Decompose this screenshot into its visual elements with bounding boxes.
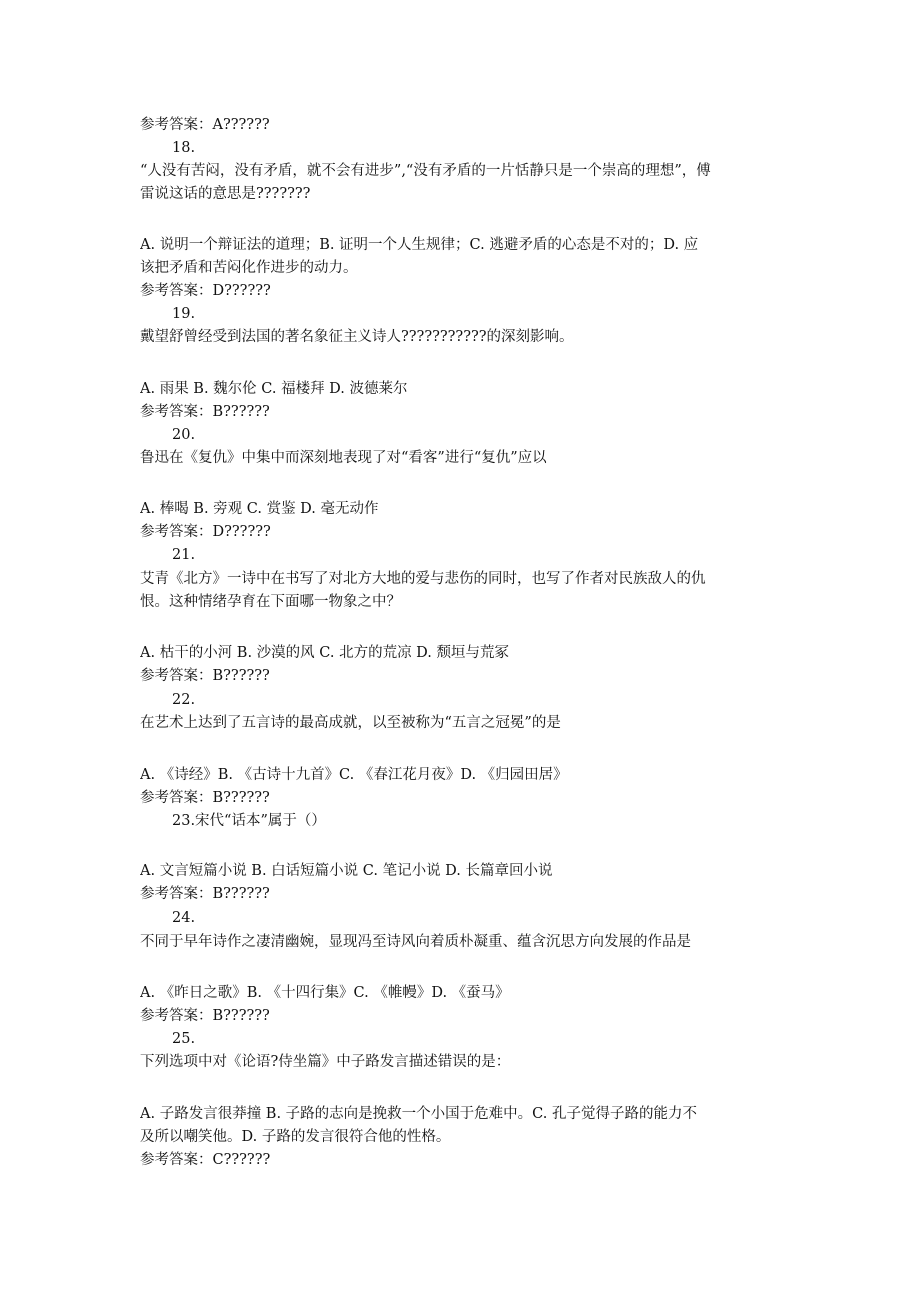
question-text: 戴望舒曾经受到法国的著名象征主义诗人???????????的深刻影响。 (140, 329, 574, 345)
question-number: 25. (172, 1031, 196, 1047)
answer-key: 参考答案：C?????? (140, 1152, 271, 1168)
question-text: 艾青《北方》一诗中在书写了对北方大地的爱与悲伤的同时，也写了作者对民族敌人的仇 (140, 571, 706, 587)
question-number: 20. (172, 427, 196, 443)
question-text: 23.宋代“话本”属于（） (172, 813, 326, 829)
answer-key: 参考答案：D?????? (140, 283, 271, 299)
options-text: A. 枯干的小河 B. 沙漠的风 C. 北方的荒凉 D. 颓垣与荒冢 (140, 645, 510, 661)
options-text: 及所以嘲笑他。D. 子路的发言很符合他的性格。 (140, 1129, 451, 1145)
question-number: 19. (172, 306, 196, 322)
question-text: “人没有苦闷，没有矛盾，就不会有进步”,“没有矛盾的一片恬静只是一个崇高的理想”，傅 (140, 163, 711, 179)
question-text: 下列选项中对《论语?侍坐篇》中子路发言描述错误的是： (140, 1054, 511, 1070)
question-text: 恨。这种情绪孕育在下面哪一物象之中？ (140, 594, 401, 610)
answer-key: 参考答案：D?????? (140, 524, 271, 540)
options-text: A. 雨果 B. 魏尔伦 C. 福楼拜 D. 波德莱尔 (140, 381, 408, 397)
answer-key: 参考答案：A?????? (140, 117, 270, 133)
question-number: 22. (172, 692, 196, 708)
options-text: A. 说明一个辩证法的道理；B. 证明一个人生规律；C. 逃避矛盾的心态是不对的；D. 应 (140, 237, 699, 253)
answer-key: 参考答案：B?????? (140, 1008, 270, 1024)
options-text: A. 《诗经》B. 《古诗十九首》C. 《春江花月夜》D. 《归园田居》 (140, 767, 568, 783)
question-text: 不同于早年诗作之凄清幽婉，显现冯至诗风向着质朴凝重、蕴含沉思方向发展的作品是 (140, 934, 691, 950)
answer-key: 参考答案：B?????? (140, 404, 270, 420)
question-text: 雷说这话的意思是??????? (140, 186, 311, 202)
question-text: 在艺术上达到了五言诗的最高成就，以至被称为“五言之冠冕”的是 (140, 715, 561, 731)
question-number: 18. (172, 140, 196, 156)
answer-key: 参考答案：B?????? (140, 886, 270, 902)
answer-key: 参考答案：B?????? (140, 790, 270, 806)
question-number: 21. (172, 547, 196, 563)
question-number: 24. (172, 910, 196, 926)
options-text: A. 文言短篇小说 B. 白话短篇小说 C. 笔记小说 D. 长篇章回小说 (140, 863, 553, 879)
question-text: 鲁迅在《复仇》中集中而深刻地表现了对“看客”进行“复仇”应以 (140, 450, 547, 466)
options-text: A. 《昨日之歌》B. 《十四行集》C. 《帷幔》D. 《蚕马》 (140, 985, 510, 1001)
answer-key: 参考答案：B?????? (140, 668, 270, 684)
options-text: A. 子路发言很莽撞 B. 子路的志向是挽救一个小国于危难中。C. 孔子觉得子路的能力不 (140, 1106, 697, 1122)
options-text: A. 棒喝 B. 旁观 C. 赏鉴 D. 毫无动作 (140, 501, 379, 517)
options-text: 该把矛盾和苦闷化作进步的动力。 (140, 260, 358, 276)
